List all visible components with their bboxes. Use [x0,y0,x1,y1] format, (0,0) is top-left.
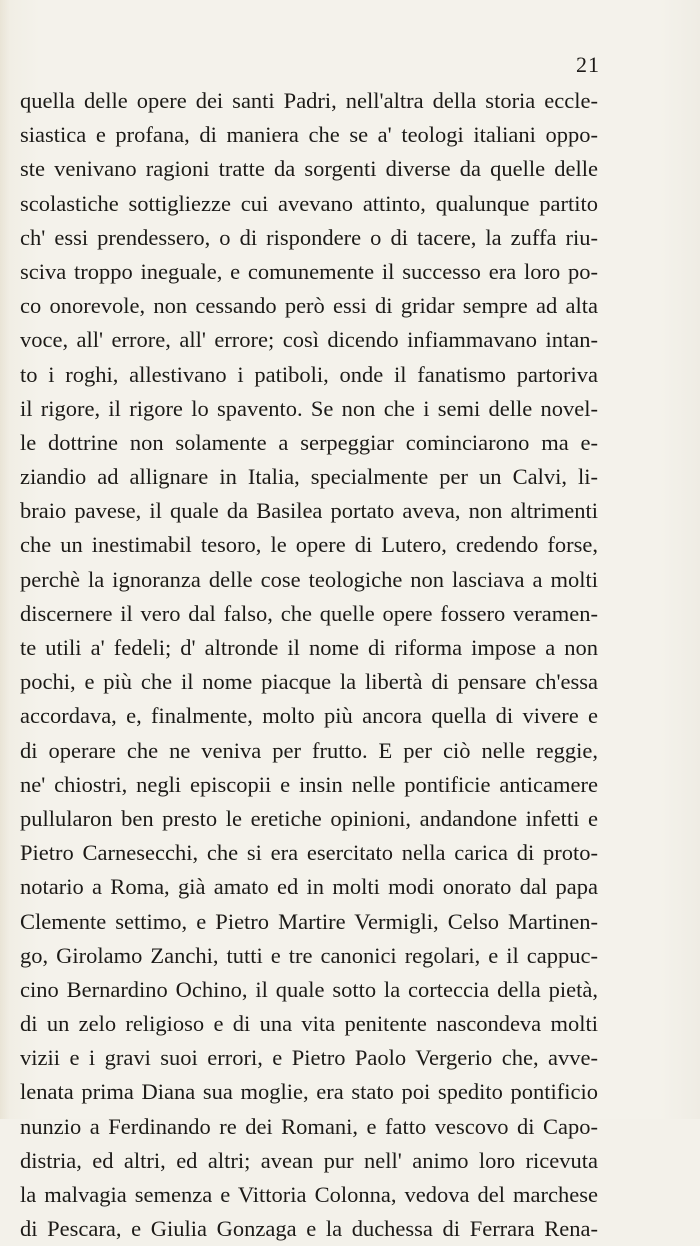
text-line: pochi, e più che il nome piacque la libertà di pensare ch'essa [20,669,598,695]
text-line: perchè la ignoranza delle cose teologiche non lasciava a molti [20,566,598,592]
text-line: le dottrine non solamente a serpeggiar cominciarono ma e- [20,429,598,455]
text-line: di operare che ne veniva per frutto. E per ciò nelle reggie, [20,737,598,763]
text-line: accordava, e, finalmente, molto più ancora quella di vivere e [20,703,598,729]
text-line: il rigore, il rigore lo spavento. Se non che i semi delle novel- [20,395,598,421]
text-line: scolastiche sottigliezze cui avevano attinto, qualunque partito [20,190,598,216]
text-line: ziandio ad allignare in Italia, specialmente per un Calvi, li- [20,464,598,490]
text-line: notario a Roma, già amato ed in molti modi onorato dal papa [20,874,598,900]
text-line: lenata prima Diana sua moglie, era stato poi spedito pontificio [20,1079,598,1105]
text-line: sciva troppo ineguale, e comunemente il successo era loro po- [20,258,598,284]
text-line: pullularon ben presto le eretiche opinioni, andandone infetti e [20,805,598,831]
text-line: Pietro Carnesecchi, che si era esercitato nella carica di proto- [20,840,598,866]
text-line: to i roghi, allestivano i patiboli, onde il fanatismo partoriva [20,361,598,387]
text-line: voce, all' errore, all' errore; così dicendo infiammavano intan- [20,327,598,353]
text-line: go, Girolamo Zanchi, tutti e tre canonici regolari, e il cappuc- [20,942,598,968]
text-line: cino Bernardino Ochino, il quale sotto la corteccia della pietà, [20,976,598,1002]
text-line: siastica e profana, di maniera che se a' teologi italiani oppo- [20,122,598,148]
text-line: ste venivano ragioni tratte da sorgenti diverse da quelle delle [20,156,598,182]
text-line: di Pescara, e Giulia Gonzaga e la duchessa di Ferrara Rena- [20,1216,598,1242]
text-line: ne' chiostri, negli episcopii e insin nelle pontificie anticamere [20,771,598,797]
text-line: di un zelo religioso e di una vita penitente nascondeva molti [20,1011,598,1037]
text-line: la malvagia semenza e Vittoria Colonna, vedova del marchese [20,1182,598,1207]
text-line: te utili a' fedeli; d' altronde il nome di riforma impose a non [20,635,598,660]
text-line: quella delle opere dei santi Padri, nell'altra della storia eccle- [20,88,598,113]
text-line: discernere il vero dal falso, che quelle opere fossero veramen- [20,600,598,626]
text-line: ch' essi prendessero, o di rispondere o di tacere, la zuffa riu- [20,224,598,250]
page-number: 21 [576,52,600,77]
text-line: Clemente settimo, e Pietro Martire Vermigli, Celso Martinen- [20,908,598,934]
text-line: distria, ed altri, ed altri; avean pur nell' animo loro ricevuta [20,1147,598,1173]
body-text [20,84,598,1246]
text-line: nunzio a Ferdinando re dei Romani, e fatto vescovo di Capo- [20,1113,598,1139]
text-line: vizii e i gravi suoi errori, e Pietro Paolo Vergerio che, avve- [20,1045,598,1071]
text-line: braio pavese, il quale da Basilea portato aveva, non altrimenti [20,498,598,524]
text-line: co onorevole, non cessando però essi di gridar sempre ad alta [20,293,598,319]
text-line: che un inestimabil tesoro, le opere di Lutero, credendo forse, [20,532,598,558]
